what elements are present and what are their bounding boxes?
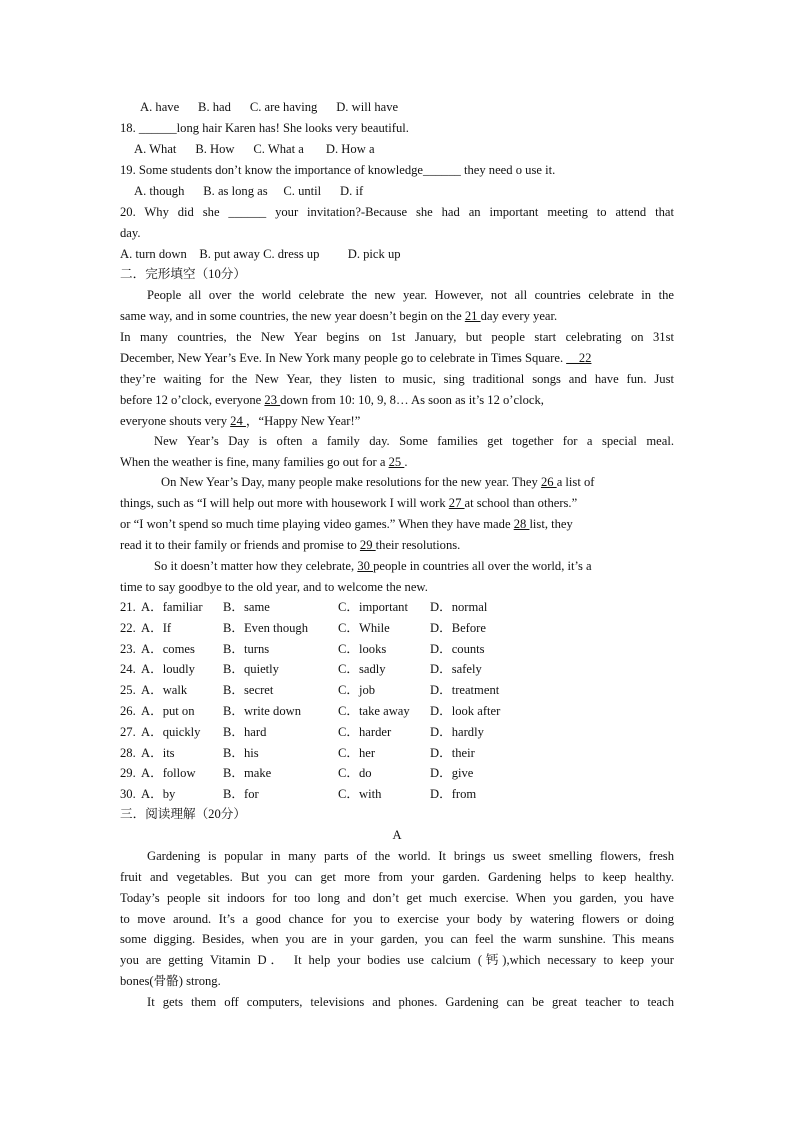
cloze-p4-line-3: or “I won’t spend so much time playing video games.” When they have made 28 list, they	[120, 517, 573, 531]
option-b: B．quietly	[223, 662, 279, 677]
option-c: C．her	[338, 745, 376, 760]
option-a: A．loudly	[141, 662, 195, 677]
option-c: C．looks	[338, 641, 387, 656]
question-20-line-1: 20. Why did she ______ your invitation?-Because she had an important meeting to attend that	[120, 205, 674, 219]
reading-p1-line-5: some digging. Besides, when you are in your garden, you can feel the warm sunshine. This means	[120, 932, 674, 946]
option-a: A．its	[141, 745, 175, 760]
blank-25: 25	[388, 455, 405, 469]
option-b: B．write down	[223, 704, 302, 718]
option-a: A．by	[141, 787, 176, 802]
option-c: C．harder	[338, 724, 392, 739]
reading-p1-line-4: to move around. It’s a good chance for you to exercise your body by watering flowers or doing	[120, 912, 674, 926]
option-row-number: 28.	[120, 745, 136, 760]
blank-27: 27	[448, 496, 465, 510]
option-a: A．comes	[141, 641, 195, 656]
option-c: C．take away	[338, 704, 410, 718]
question-20-line-2: day.	[120, 226, 141, 240]
option-c: C．important	[338, 600, 408, 614]
option-b: B．turns	[223, 641, 270, 656]
option-c: C．While	[338, 620, 390, 635]
option-row-number: 26.	[120, 704, 136, 718]
cloze-p4-line-4: read it to their family or friends and promise to 29 their resolutions.	[120, 538, 461, 552]
blank-21: 21	[464, 309, 481, 323]
reading-p1-line-1: Gardening is popular in many parts of the world. It brings us sweet smelling flowers, fresh	[147, 849, 674, 863]
cloze-p1-line-2: same way, and in some countries, the new year doesn’t begin on the 21 day every year.	[120, 309, 558, 323]
option-a: A．follow	[141, 766, 196, 781]
option-b: B．Even though	[223, 620, 309, 635]
blank-22: __22	[566, 351, 592, 365]
q19-options: A. though B. as long as C. until D. if	[134, 184, 364, 198]
option-d: D．Before	[430, 620, 486, 635]
blank-23: 23	[264, 393, 281, 407]
reading-p2-line-1: It gets them off computers, televisions and phones. Gardening can be great teacher to teach	[147, 995, 674, 1009]
reading-p1-line-6: you are getting Vitamin D． It help your bodies use calcium (钙),which necessary to keep your	[120, 953, 674, 967]
option-b: B．his	[223, 745, 259, 760]
reading-heading: 三．阅读理解（20分）	[120, 807, 246, 821]
reading-p1-line-2: fruit and vegetables. But you can get more from your garden. Gardening helps to keep healthy.	[120, 870, 674, 884]
option-row-number: 22.	[120, 620, 136, 635]
option-a: A．walk	[141, 683, 188, 698]
option-a: A．familiar	[141, 600, 203, 614]
blank-30: 30	[357, 559, 374, 573]
option-d: D．safely	[430, 662, 482, 677]
option-d: D．treatment	[430, 683, 500, 698]
cloze-p2-line-3: they’re waiting for the New Year, they listen to music, sing traditional songs and have fun. Just	[120, 372, 674, 386]
option-b: B．for	[223, 787, 259, 802]
option-d: D．look after	[430, 704, 501, 718]
blank-28: 28	[513, 517, 530, 531]
option-row-number: 25.	[120, 683, 136, 698]
q18-options: A. What B. How C. What a D. How a	[134, 142, 375, 156]
reading-p1-line-3: Today’s people sit indoors for too long and don’t get much exercise. When you garden, you have	[120, 891, 674, 905]
option-d: D．hardly	[430, 724, 484, 739]
passage-label: A	[392, 828, 402, 842]
option-c: C．do	[338, 766, 372, 781]
cloze-p3-line-2: When the weather is fine, many families go out for a 25 .	[120, 455, 408, 469]
cloze-p3-line-1: New Year’s Day is often a family day. Some families get together for a special meal.	[154, 434, 674, 448]
cloze-p2-line-5: everyone shouts very 24 ，“Happy New Year!”	[120, 414, 361, 428]
q17-options: A. have B. had C. are having D. will have	[140, 100, 399, 114]
reading-p1-line-7: bones(骨骼) strong.	[120, 974, 221, 988]
option-d: D．normal	[430, 600, 488, 614]
blank-29: 29	[359, 538, 376, 552]
option-row-number: 21.	[120, 600, 136, 614]
option-a: A．quickly	[141, 724, 201, 739]
cloze-p1-line-1: People all over the world celebrate the new year. However, not all countries celebrate in the	[147, 288, 674, 302]
option-d: D．their	[430, 745, 475, 760]
option-d: D．counts	[430, 641, 485, 656]
blank-24: 24	[230, 414, 246, 428]
question-19: 19. Some students don’t know the importance of knowledge______ they need o use it.	[120, 163, 556, 177]
blank-26: 26	[540, 475, 557, 489]
cloze-p5-line-2: time to say goodbye to the old year, and to welcome the new.	[120, 580, 428, 594]
cloze-p5-line-1: So it doesn’t matter how they celebrate, 30 people in countries all over the world, it’s a	[154, 559, 592, 573]
cloze-p2-line-2: December, New Year’s Eve. In New York many people go to celebrate in Times Square. __22	[120, 351, 592, 365]
option-a: A．If	[141, 620, 172, 635]
cloze-p4-line-2: things, such as “I will help out more with housework I will work 27 at school than others.”	[120, 496, 578, 510]
cloze-p2-line-1: In many countries, the New Year begins on 1st January, but people start celebrating on 31st	[120, 330, 674, 344]
option-row-number: 24.	[120, 662, 136, 677]
option-d: D．give	[430, 766, 474, 781]
option-row-number: 23.	[120, 641, 136, 656]
option-d: D．from	[430, 787, 477, 802]
option-row-number: 29.	[120, 766, 136, 781]
option-row-number: 30.	[120, 787, 136, 802]
cloze-p4-line-1: On New Year’s Day, many people make resolutions for the new year. They 26 a list of	[161, 475, 595, 489]
question-18: 18. ______long hair Karen has! She looks very beautiful.	[120, 121, 409, 135]
option-b: B．secret	[223, 683, 274, 698]
option-a: A．put on	[141, 704, 195, 718]
q20-options: A. turn down B. put away C. dress up D. pick up	[120, 247, 401, 261]
cloze-p2-line-4: before 12 o’clock, everyone 23 down from 10: 10, 9, 8… As soon as it’s 12 o’clock,	[120, 393, 544, 407]
option-c: C．with	[338, 787, 382, 802]
option-b: B．same	[223, 600, 270, 614]
cloze-heading: 二．完形填空（10分）	[120, 267, 246, 281]
option-c: C．job	[338, 683, 376, 698]
option-b: B．make	[223, 766, 272, 781]
option-b: B．hard	[223, 724, 267, 739]
option-row-number: 27.	[120, 724, 136, 739]
option-c: C．sadly	[338, 662, 386, 677]
